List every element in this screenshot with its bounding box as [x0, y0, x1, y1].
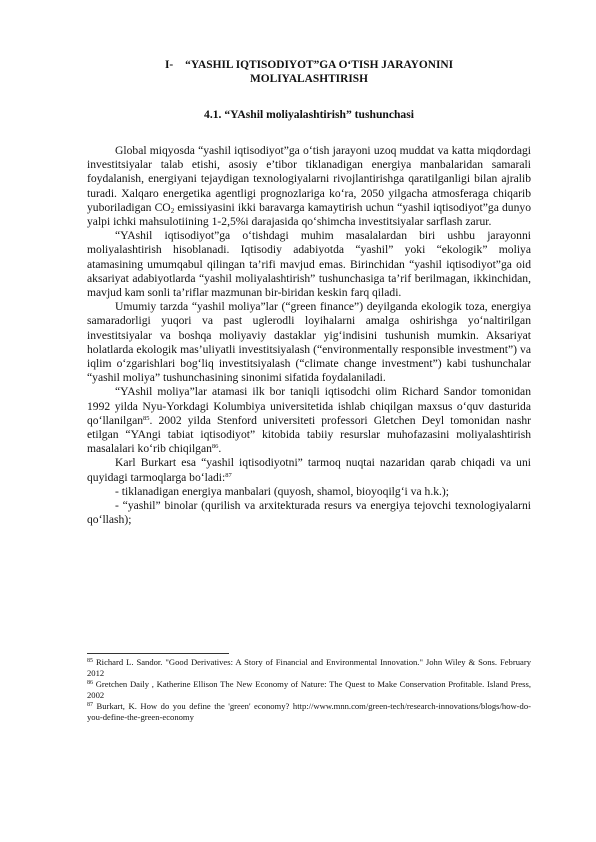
document-page: [87, 58, 531, 527]
footnotes: [87, 657, 531, 724]
paragraph-1-text-a: Global miqyosda “yashil iqtisodiyot”ga o‘tish jarayoni uzoq muddat va katta miqdordagi investitsiyalar talab etishi, asosiy e’tibor tiklanadigan energiya manbalaridan samarali foydalanish, energiyani tejaydigan texnologiyalarni rivojlantirishga qaratilganligi bilan ajralib turadi. Xalqaro energetika agentligi prognozlariga ko‘ra, 2050 yilgacha atmosferaga chiqarib yuboriladigan CO: [87, 144, 531, 214]
paragraph-3: Umumiy tarzda “yashil moliya”lar (“green finance”) deyilganda ekologik toza, energiya samaradorligi yuqori va past uglerodli loyihalarni amalga oshirishga yo‘naltirilgan investitsiyalar va boshqa moliyaviy dastaklar yig‘indisini tushunish mumkin. Aksariyat holatlarda ekologik mas’uliyatli investitsiyalash (“environmentally responsible investment”) va iqlim o‘zgarishlari bog‘liq investitsiyalash (“climate change investment”) kabi tushunchalar “yashil moliya” tushunchasining sinonimi sifatida foydalaniladi.: [87, 300, 531, 385]
body-text: [87, 144, 531, 527]
footnote-number: 86: [87, 680, 93, 687]
paragraph-2: “YAshil iqtisodiyot”ga o‘tishdagi muhim masalalardan biri ushbu jarayonni moliyalashtirish hisoblanadi. Iqtisodiy adabiyotda “yashil” yoki “ekologik” moliya atamasining umumqabul qilingan ta’rifi mavjud emas. Birinchidan “yashil iqtisodiyot”ga oid aksariyat adabiyotlarda “yashil moliyalashtirish” tushunchasiga ta’rif berilmagan, ikkinchidan, mavjud kam sonli ta’riflar mazmunan bir-biridan keskin farq qiladi.: [87, 229, 531, 300]
footnote-text[interactable]: Burkart, K. How do you define the 'green' economy? http://www.mnn.com/green-tech/research-innovations/blogs/how-do-you-define-the-green-economy: [87, 701, 531, 722]
footnote-text: Gretchen Daily , Katherine Ellison The New Economy of Nature: The Quest to Make Conservation Profitable. Island Press, 2002: [87, 679, 531, 700]
footnote-ref-87[interactable]: 87: [225, 471, 232, 479]
list-item: - “yashil” binolar (qurilish va arxitekturada resurs va energiya tejovchi texnologiyalarni qo‘llash);: [87, 499, 531, 527]
footnote-text: Richard L. Sandor. "Good Derivatives: A Story of Financial and Environmental Innovation." John Wiley & Sons. February 2012: [87, 657, 531, 678]
footnote-87: [87, 701, 531, 722]
footnote-ref-85[interactable]: 85: [143, 414, 150, 422]
footnote-ref-86[interactable]: 86: [211, 443, 219, 451]
footnote-85: [87, 657, 531, 678]
list-item: - tiklanadigan energiya manbalari (quyosh, shamol, bioyoqilg‘i va h.k.);: [115, 484, 449, 498]
paragraph-5: [87, 456, 531, 484]
section-title: 4.1. “YAshil moliyalashtirish” tushunchasi: [204, 108, 414, 121]
chapter-title-line1: “YASHIL IQTISODIYOT”GA O‘TISH JARAYONINI: [185, 59, 454, 71]
footnote-86: [87, 679, 531, 700]
paragraph-4: [87, 385, 531, 456]
paragraph-5-text: Karl Burkart esa “yashil iqtisodiyotni” tarmoq nuqtai nazaridan qarab chiqadi va uni quyidagi tarmoqlarga bo‘ladi:: [87, 456, 531, 484]
footnote-number: 87: [87, 702, 93, 709]
chapter-title: [87, 58, 531, 86]
chapter-title-line2: MOLIYALASHTIRISH: [250, 73, 368, 85]
paragraph-1-text-b: emissiyasini ikki baravarga kamaytirish uchun “yashil iqtisodiyot”ga dunyo yalpi ichki mahsulotiining 1-2,5%i darajasida qo‘shimcha investitsiyalar sarflash zarur.: [87, 200, 531, 229]
chapter-number: I-: [164, 59, 174, 71]
footnote-number: 85: [87, 658, 93, 664]
paragraph-4-text-b: . 2002 yilda Stenford universiteti professori Gletchen Deyl tomonidan nashr etilgan “YAngi tabiat iqtisodiyot” kitobida tabiiy resurslar muhofazasini moliyalashtirish masalalari ko‘rib chiqilgan: [87, 413, 531, 456]
paragraph-4-text-c: .: [218, 442, 222, 456]
paragraph-1: [87, 144, 531, 229]
footnote-divider: [87, 653, 229, 654]
co2-subscript: 2: [170, 206, 175, 215]
paragraph-4-text-a: “YAshil moliya”lar atamasi ilk bor taniqli iqtisodchi olim Richard Sandor tomonidan 1992 yilda Nyu-Yorkdagi Kolumbiya universitetida ishlab chiqilgan maxsus o‘quv dasturida qo‘llanilgan: [87, 385, 531, 427]
